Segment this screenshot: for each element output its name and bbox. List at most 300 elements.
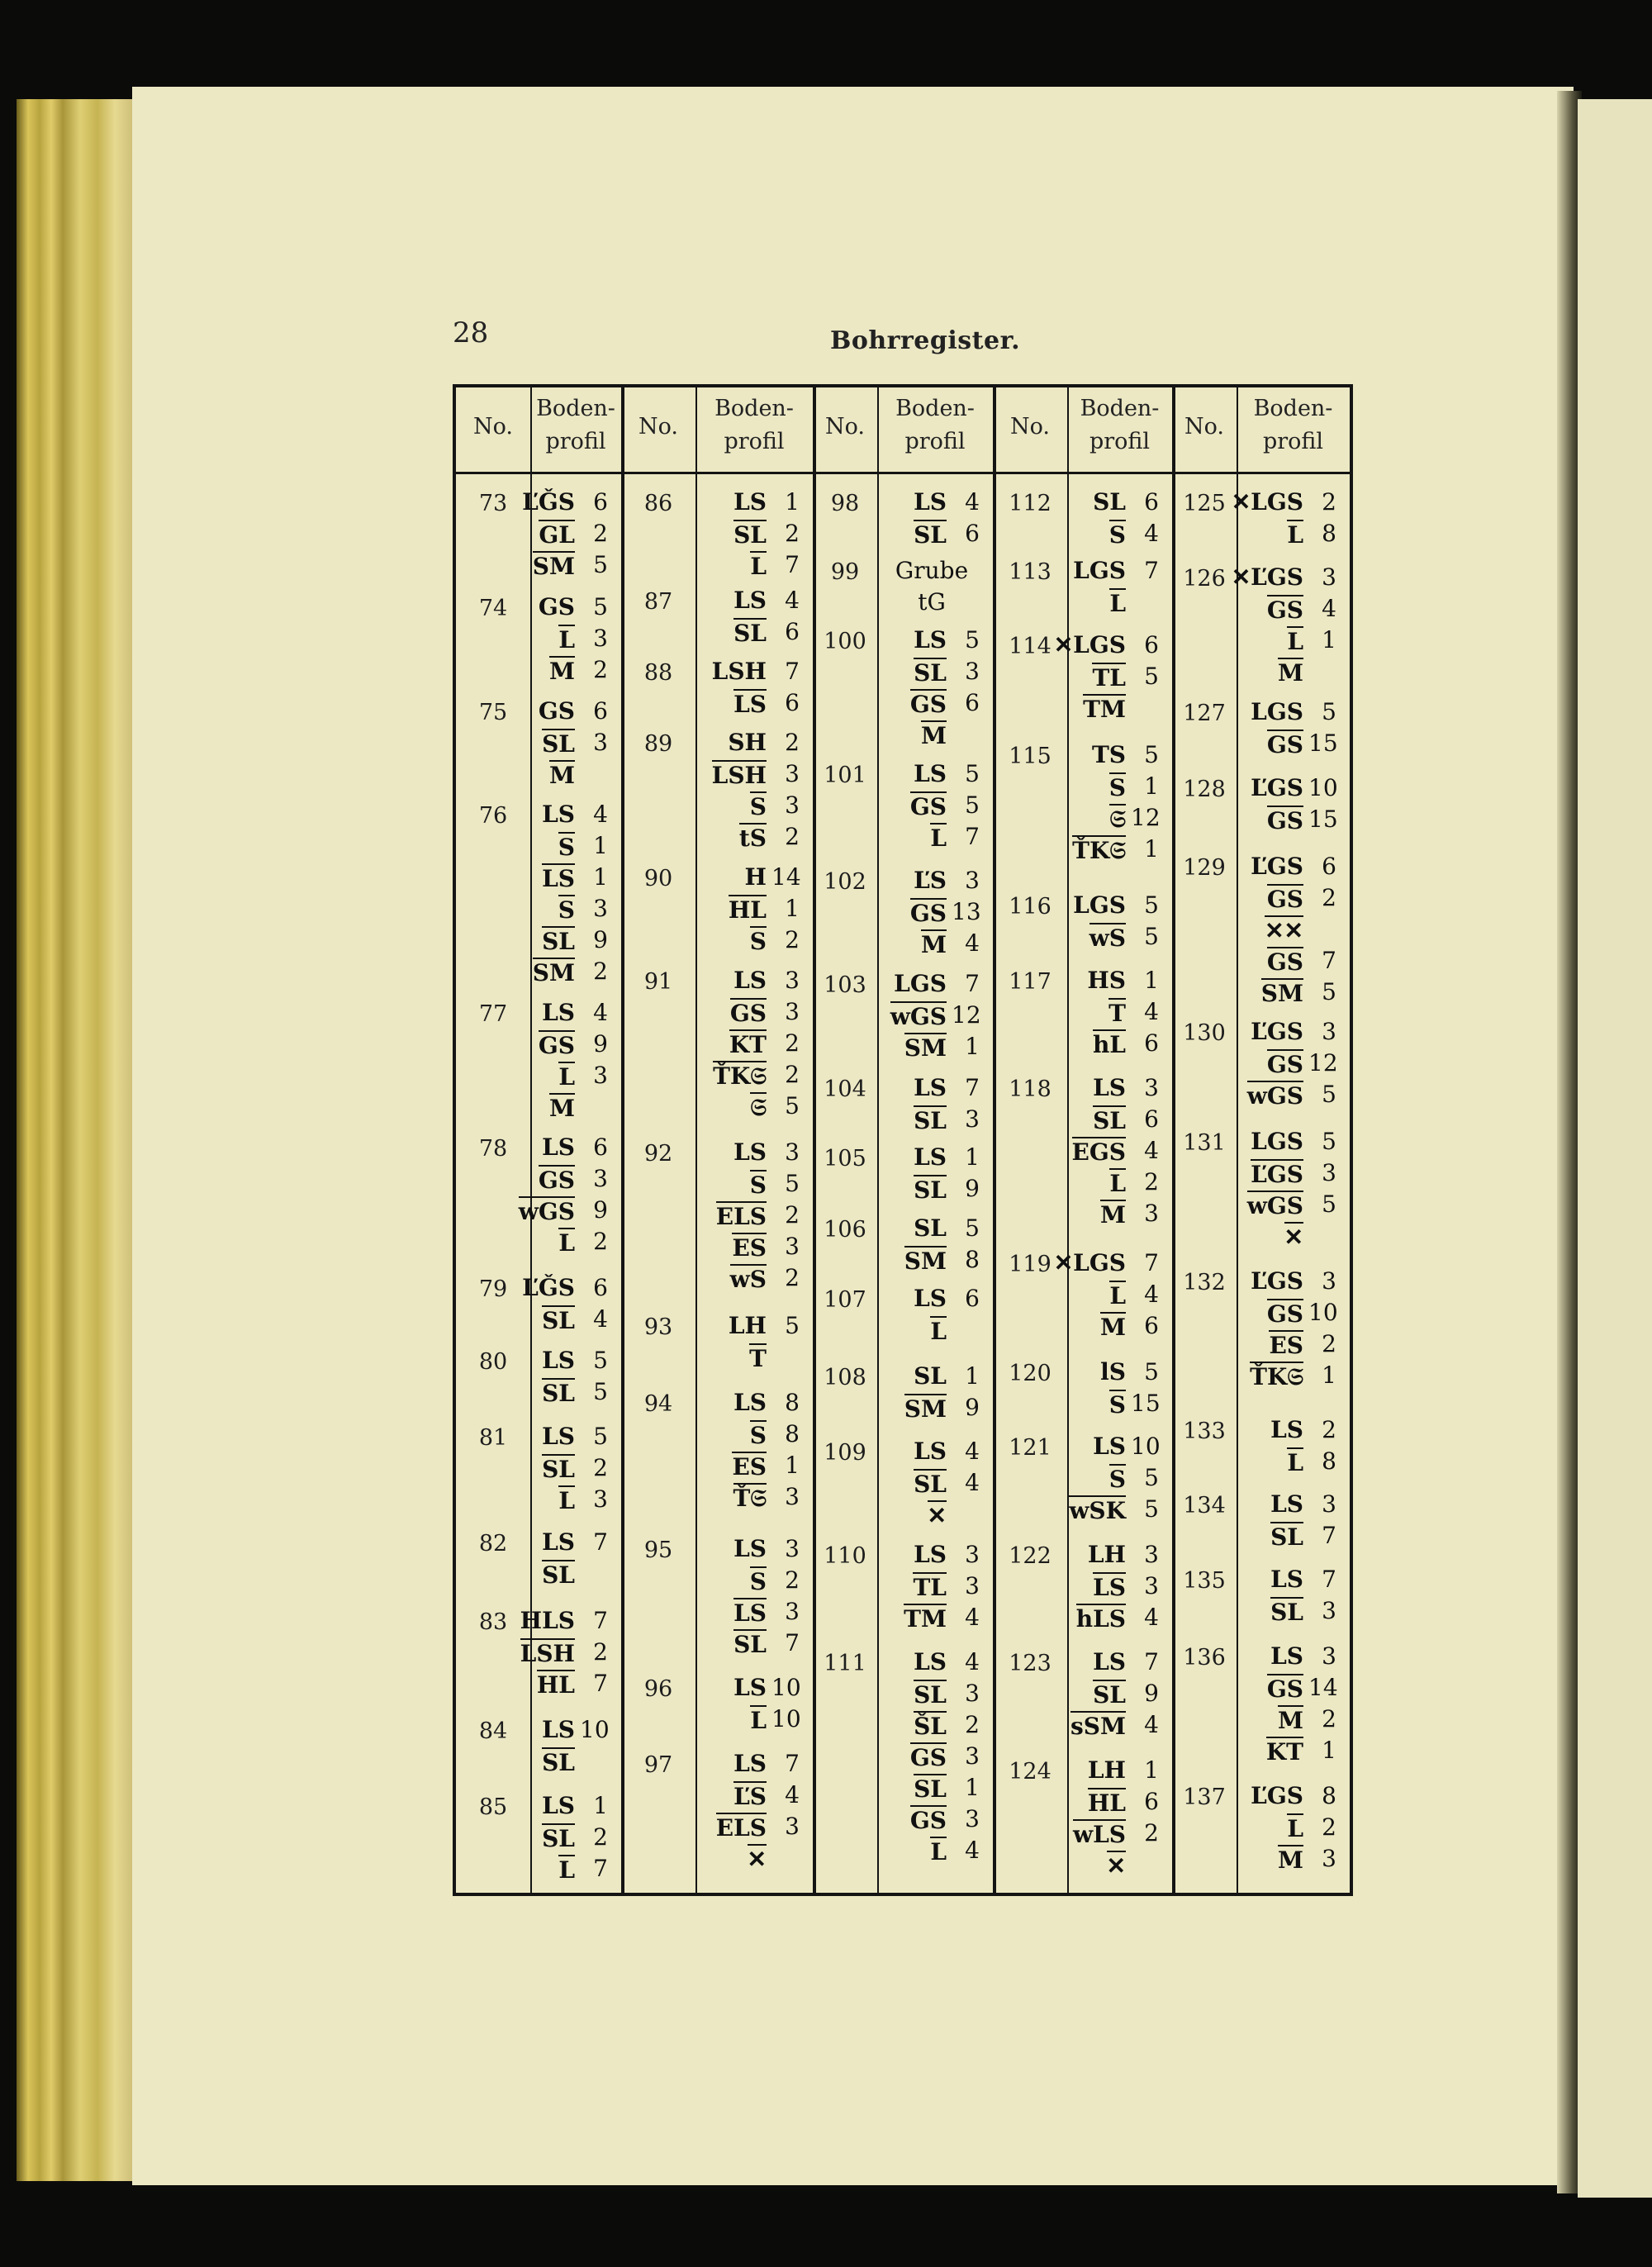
soil-layer — [537, 593, 608, 625]
soil-code: tG — [918, 588, 946, 615]
soil-code: LS — [733, 1599, 767, 1627]
soil-layer — [537, 926, 608, 958]
layer-depth: 12 — [952, 1001, 981, 1029]
soil-layer — [1243, 978, 1336, 1010]
soil-code: KT — [729, 1031, 767, 1058]
layer-depth: 4 — [965, 1837, 980, 1864]
boring-number: 106 — [824, 1217, 866, 1243]
layer-depth: 10 — [1308, 1299, 1338, 1326]
layer-depth: 3 — [593, 1485, 608, 1513]
soil-layer — [537, 895, 608, 926]
soil-code: SL — [542, 730, 575, 758]
soil-layer — [537, 1030, 608, 1062]
soil-layer — [1243, 626, 1336, 658]
soil-code: hLS — [1075, 1605, 1126, 1633]
soil-layer — [537, 1347, 608, 1378]
layer-depth: 8 — [1322, 1447, 1336, 1475]
soil-layer — [1074, 1851, 1159, 1882]
soil-code: LSH — [520, 1640, 575, 1667]
boring-number: 109 — [824, 1440, 866, 1466]
layer-depth: 3 — [965, 1572, 980, 1599]
soil-code: SL — [733, 521, 767, 549]
soil-layer — [1243, 658, 1336, 689]
soil-layer — [884, 1001, 980, 1033]
layer-depth: 3 — [1322, 1159, 1336, 1186]
soil-layer — [884, 488, 980, 520]
layer-depth: 3 — [785, 1535, 800, 1562]
layer-depth: 2 — [1322, 884, 1336, 911]
soil-code: LSH — [711, 658, 767, 685]
soil-code: LS — [542, 999, 575, 1026]
soil-code: SL — [914, 1214, 947, 1242]
running-head: Bohrregister. — [830, 326, 1021, 355]
soil-layer — [1074, 998, 1159, 1029]
soil-layer — [537, 760, 608, 791]
soil-code: SL — [1270, 1523, 1303, 1551]
soil-code: M — [921, 931, 947, 958]
soil-layer — [1074, 1464, 1159, 1495]
soil-code: KT — [1265, 1738, 1303, 1766]
soil-code: HLS — [520, 1607, 575, 1634]
layer-depth: 3 — [785, 1138, 800, 1166]
layer-depth: 1 — [785, 488, 800, 516]
soil-code: ĽGS — [1251, 1782, 1303, 1809]
boring-number: 114 — [1009, 634, 1051, 659]
column-divider-group — [993, 387, 996, 1893]
layer-depth: 3 — [965, 1742, 980, 1770]
layer-depth: 4 — [1144, 1137, 1159, 1164]
soil-code: ŠL — [914, 1713, 947, 1740]
layer-depth: 7 — [593, 1670, 608, 1697]
layer-depth: 3 — [965, 1541, 980, 1568]
layer-depth: 2 — [1322, 1416, 1336, 1443]
soil-layer — [1243, 1782, 1336, 1813]
soil-layer — [884, 520, 980, 551]
soil-code: H — [744, 863, 767, 891]
soil-code: T — [1108, 1000, 1126, 1027]
header-bodenprofil: Boden- profil — [895, 396, 975, 454]
soil-layer — [884, 1711, 980, 1742]
column-divider-no — [877, 387, 879, 1893]
layer-depth: 4 — [965, 1648, 980, 1675]
layer-depth: 6 — [965, 689, 980, 716]
header-no: No. — [473, 414, 513, 440]
layer-depth: 1 — [593, 1792, 608, 1819]
soil-layer — [522, 488, 608, 520]
header-rule — [456, 472, 1350, 474]
boring-number: 123 — [1009, 1651, 1051, 1676]
layer-depth: 1 — [965, 1143, 980, 1171]
soil-code: ES — [732, 1234, 767, 1262]
soil-code: lS — [1100, 1358, 1126, 1385]
soil-code: ES — [1269, 1332, 1303, 1359]
header-bodenprofil: Boden- profil — [714, 396, 794, 454]
layer-depth: 8 — [965, 1246, 980, 1273]
column-divider-no — [1067, 387, 1069, 1893]
soil-code: M — [1100, 1314, 1126, 1341]
soil-layer — [1243, 1845, 1336, 1876]
soil-layer — [884, 689, 980, 720]
boring-number: 135 — [1183, 1568, 1226, 1594]
soil-code: LGS — [894, 970, 947, 997]
header-no: No. — [1184, 414, 1224, 440]
layer-depth: 1 — [1144, 772, 1159, 800]
layer-depth: 5 — [965, 791, 980, 819]
layer-depth: 2 — [593, 1454, 608, 1481]
soil-code: ✕ĽGS — [1231, 563, 1303, 591]
soil-layer — [884, 1805, 980, 1837]
soil-layer — [702, 926, 800, 958]
soil-layer — [884, 1680, 980, 1711]
soil-code: LS — [1093, 1574, 1126, 1601]
layer-depth: 7 — [965, 1074, 980, 1101]
soil-code: L — [1287, 1449, 1303, 1476]
layer-depth: 6 — [593, 1274, 608, 1301]
soil-code: S — [749, 928, 767, 955]
soil-layer — [537, 1093, 608, 1124]
boring-number: 92 — [643, 1141, 673, 1167]
soil-layer — [1074, 891, 1159, 923]
soil-layer — [537, 1560, 608, 1591]
soil-layer — [702, 1674, 800, 1705]
soil-layer — [537, 1855, 608, 1886]
soil-layer — [1243, 853, 1336, 884]
boring-number: 97 — [643, 1752, 673, 1778]
layer-depth: 1 — [965, 1362, 980, 1390]
soil-code: LS — [914, 488, 947, 516]
soil-layer — [1231, 488, 1336, 520]
layer-depth: 2 — [1322, 1813, 1336, 1841]
soil-layer — [1074, 1604, 1159, 1635]
layer-depth: 1 — [1322, 626, 1336, 653]
soil-code: GL — [539, 521, 575, 549]
soil-layer — [1053, 631, 1159, 663]
layer-depth: 5 — [1322, 978, 1336, 1005]
soil-layer — [520, 1638, 608, 1670]
layer-depth: 2 — [1322, 1705, 1336, 1732]
boring-number: 74 — [478, 596, 508, 621]
soil-layer — [702, 1813, 800, 1844]
soil-code: ✕ — [747, 1846, 767, 1873]
soil-code: SH — [728, 729, 767, 756]
soil-code: SM — [532, 553, 575, 580]
layer-depth: 5 — [785, 1092, 800, 1119]
layer-depth: 1 — [785, 895, 800, 922]
layer-depth: 1 — [1144, 1756, 1159, 1784]
soil-code: ELS — [715, 1814, 767, 1842]
soil-code: SL — [542, 1380, 575, 1407]
soil-layer — [532, 958, 608, 989]
boring-number: 126 — [1183, 566, 1226, 592]
layer-depth: 3 — [965, 1805, 980, 1832]
soil-code: LGS — [1073, 557, 1126, 584]
soil-code: ŤK𝔖 — [1072, 837, 1126, 864]
soil-code: SL — [1093, 1681, 1126, 1709]
layer-depth: 4 — [1144, 998, 1159, 1025]
soil-code: L — [1109, 590, 1126, 617]
soil-layer — [884, 823, 980, 854]
layer-depth: 2 — [593, 656, 608, 683]
soil-code: S — [1108, 1466, 1126, 1493]
layer-depth: 2 — [785, 823, 800, 850]
soil-layer — [1074, 557, 1159, 588]
layer-depth: 3 — [785, 1598, 800, 1625]
soil-code: HS — [1087, 967, 1126, 994]
boring-number: 129 — [1183, 855, 1226, 881]
soil-code: LS — [1270, 1642, 1303, 1670]
soil-code: SL — [1093, 1107, 1126, 1134]
soil-layer — [702, 1389, 800, 1420]
boring-number: 100 — [824, 629, 866, 654]
layer-depth: 5 — [965, 626, 980, 653]
soil-code: wGS — [518, 1198, 575, 1225]
soil-layer — [537, 1228, 608, 1259]
layer-depth: 4 — [1322, 595, 1336, 622]
column-divider-no — [695, 387, 697, 1893]
soil-layer — [1074, 488, 1159, 520]
layer-depth: 5 — [1144, 663, 1159, 690]
layer-depth: 2 — [965, 1711, 980, 1738]
soil-layer — [537, 801, 608, 832]
boring-number: 128 — [1183, 777, 1226, 802]
layer-depth: 7 — [1322, 1522, 1336, 1549]
soil-code: SL — [914, 1471, 947, 1498]
soil-layer — [1243, 1737, 1336, 1768]
layer-depth: 6 — [1144, 1105, 1159, 1133]
soil-code: M — [549, 1095, 575, 1122]
boring-number: 130 — [1183, 1020, 1226, 1046]
layer-depth: 6 — [1144, 1029, 1159, 1057]
layer-depth: 6 — [593, 697, 608, 725]
soil-code: SL — [542, 1825, 575, 1852]
layer-depth: 5 — [1144, 1358, 1159, 1385]
soil-code: LS — [542, 1528, 575, 1556]
soil-layer — [702, 658, 800, 689]
soil-layer — [537, 1792, 608, 1823]
soil-code: SM — [904, 1248, 947, 1275]
soil-code: GS — [909, 1744, 947, 1771]
column-divider-group — [1172, 387, 1175, 1893]
soil-layer — [1074, 588, 1159, 620]
soil-layer — [537, 832, 608, 863]
soil-layer — [1074, 1168, 1159, 1200]
boring-number: 112 — [1009, 491, 1051, 516]
layer-depth: 4 — [965, 1469, 980, 1496]
soil-code: S — [749, 1568, 767, 1595]
soil-code: S — [1108, 521, 1126, 549]
layer-depth: 7 — [1144, 1249, 1159, 1276]
soil-layer — [884, 588, 980, 620]
layer-depth: 1 — [593, 832, 608, 859]
soil-layer — [702, 1629, 800, 1661]
layer-depth: 3 — [785, 967, 800, 994]
layer-depth: 4 — [1144, 1604, 1159, 1631]
soil-layer — [884, 1105, 980, 1137]
soil-code: M — [1278, 1846, 1303, 1874]
boring-number: 131 — [1183, 1130, 1226, 1156]
soil-layer — [884, 867, 980, 898]
layer-depth: 3 — [1144, 1572, 1159, 1599]
soil-layer — [1074, 1200, 1159, 1231]
boring-number: 90 — [643, 866, 673, 891]
soil-code: LS — [914, 1541, 947, 1568]
soil-layer — [537, 656, 608, 687]
layer-depth: 3 — [1322, 1267, 1336, 1295]
layer-depth: 5 — [1144, 923, 1159, 950]
layer-depth: 2 — [785, 520, 800, 547]
soil-code: M — [1100, 1201, 1126, 1229]
soil-layer — [702, 863, 800, 895]
soil-code: T — [749, 1345, 767, 1372]
soil-code: LS — [733, 488, 767, 516]
soil-code: S — [1108, 774, 1126, 801]
layer-depth: 3 — [593, 729, 608, 756]
layer-depth: 2 — [785, 926, 800, 953]
boring-number: 87 — [643, 589, 673, 615]
layer-depth: 3 — [593, 625, 608, 652]
layer-depth: 3 — [965, 658, 980, 685]
soil-layer — [1243, 1128, 1336, 1159]
layer-depth: 2 — [593, 520, 608, 547]
soil-layer — [1074, 1281, 1159, 1312]
soil-layer — [702, 1343, 800, 1375]
boring-number: 120 — [1009, 1361, 1051, 1386]
soil-code: ✕LGS — [1231, 488, 1303, 516]
column-divider-group — [621, 387, 624, 1893]
soil-layer — [702, 551, 800, 582]
soil-code: LGS — [1251, 698, 1303, 725]
header-bodenprofil: Boden- profil — [536, 396, 615, 454]
soil-code: GS — [909, 691, 947, 718]
layer-depth: 10 — [1308, 774, 1338, 801]
layer-depth: 6 — [785, 689, 800, 716]
soil-layer — [702, 895, 800, 926]
layer-depth: 4 — [1144, 1711, 1159, 1738]
soil-code: TM — [1083, 696, 1126, 723]
boring-number: 84 — [478, 1718, 508, 1744]
boring-number: 91 — [643, 969, 673, 995]
soil-code: L — [558, 1856, 575, 1884]
soil-code: TM — [904, 1605, 947, 1633]
boring-number: 89 — [643, 731, 673, 757]
soil-layer — [884, 1500, 980, 1532]
soil-layer — [1243, 774, 1336, 806]
soil-code: L — [930, 1838, 947, 1865]
layer-depth: 9 — [965, 1394, 980, 1421]
soil-code: LS — [542, 801, 575, 828]
soil-code: GS — [909, 1807, 947, 1834]
soil-code: LS — [733, 1674, 767, 1701]
soil-layer — [537, 1062, 608, 1093]
layer-depth: 3 — [1322, 1018, 1336, 1045]
soil-layer — [702, 967, 800, 998]
soil-layer — [884, 557, 980, 588]
soil-layer — [1243, 1018, 1336, 1049]
soil-code: SL — [542, 1456, 575, 1483]
soil-layer — [537, 1747, 608, 1779]
boring-number: 88 — [643, 660, 673, 686]
soil-code: SL — [914, 1681, 947, 1709]
layer-depth: 3 — [1322, 1597, 1336, 1624]
soil-layer — [884, 1143, 980, 1175]
soil-code: LS — [542, 1423, 575, 1450]
soil-code: L — [558, 1487, 575, 1514]
soil-code: 𝔖 — [1109, 806, 1126, 833]
soil-code: ĽS — [733, 1783, 767, 1810]
layer-depth: 3 — [1322, 1490, 1336, 1518]
soil-code: hL — [1092, 1031, 1126, 1058]
layer-depth: 1 — [593, 863, 608, 891]
soil-code: Grube — [895, 557, 969, 584]
soil-layer — [1243, 1362, 1336, 1393]
layer-depth: 7 — [785, 1750, 800, 1777]
soil-code: GS — [1266, 1300, 1303, 1328]
soil-layer — [884, 1438, 980, 1469]
soil-layer — [1074, 1680, 1159, 1711]
soil-layer — [1074, 1358, 1159, 1390]
soil-code: L — [930, 825, 947, 852]
layer-depth: 7 — [785, 551, 800, 578]
soil-layer — [537, 863, 608, 895]
soil-layer — [884, 1541, 980, 1572]
soil-code: LS — [542, 1347, 575, 1374]
soil-code: SM — [904, 1034, 947, 1062]
soil-layer — [537, 1378, 608, 1409]
soil-code: L — [1109, 1282, 1126, 1309]
layer-depth: 5 — [1144, 741, 1159, 768]
soil-code: 𝔖 — [750, 1094, 767, 1121]
soil-layer — [537, 1823, 608, 1855]
soil-code: SL — [733, 620, 767, 647]
soil-layer — [1243, 1642, 1336, 1674]
soil-code: L — [558, 1063, 575, 1091]
layer-depth: 14 — [1308, 1674, 1338, 1701]
layer-depth: 2 — [1144, 1168, 1159, 1195]
boring-number: 105 — [824, 1146, 866, 1172]
soil-layer — [1243, 1705, 1336, 1737]
soil-code: ✕LGS — [1053, 631, 1126, 658]
soil-code: wS — [1089, 924, 1126, 952]
soil-code: ĽǦS — [522, 488, 575, 516]
soil-layer — [1070, 1711, 1159, 1742]
soil-layer — [537, 625, 608, 656]
soil-layer — [884, 1175, 980, 1206]
layer-depth: 3 — [965, 1680, 980, 1707]
boring-number: 137 — [1183, 1785, 1226, 1810]
layer-depth: 6 — [593, 1134, 608, 1161]
layer-depth: 9 — [593, 926, 608, 953]
layer-depth: 12 — [1131, 804, 1161, 831]
layer-depth: 1 — [965, 1033, 980, 1060]
layer-depth: 6 — [1144, 1312, 1159, 1339]
layer-depth: 5 — [785, 1312, 800, 1339]
soil-layer — [702, 1452, 800, 1483]
boring-number: 83 — [478, 1609, 508, 1635]
soil-layer — [1074, 772, 1159, 804]
soil-code: SL — [542, 1749, 575, 1776]
layer-depth: 7 — [1322, 1566, 1336, 1593]
layer-depth: 9 — [593, 1196, 608, 1224]
soil-layer — [702, 1566, 800, 1598]
boring-number: 125 — [1183, 491, 1226, 516]
soil-layer — [1243, 1191, 1336, 1222]
soil-layer — [1243, 947, 1336, 978]
soil-code: ĽǦS — [522, 1274, 575, 1301]
soil-code: SL — [542, 928, 575, 955]
layer-depth: 6 — [593, 488, 608, 516]
soil-layer — [532, 551, 608, 582]
header-no: No. — [1010, 414, 1050, 440]
